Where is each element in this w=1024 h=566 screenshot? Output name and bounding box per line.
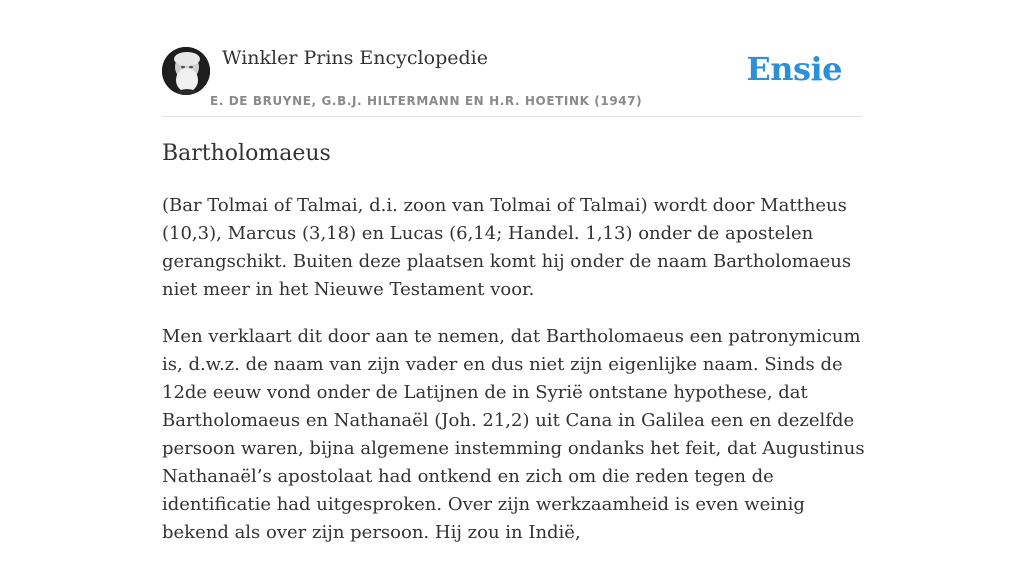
- brand-logo[interactable]: Ensie: [746, 50, 842, 88]
- article-body: [162, 192, 872, 566]
- page-container: [162, 0, 865, 543]
- author-avatar[interactable]: [162, 47, 210, 95]
- article-paragraph: (Bar Tolmai of Talmai, d.i. zoon van Tolmai of Talmai) wordt door Mattheus (10,3), Marcus (3,18) en Lucas (6,14; Handel. 1,13) onder de apostelen gerangschikt. Buiten deze plaatsen komt hij onder de naam Bartholomaeus niet meer in het Nieuwe Testament voor.: [162, 195, 852, 300]
- publication-authors: E. DE BRUYNE, G.B.J. HILTERMANN EN H.R. HOETINK (1947): [210, 94, 643, 108]
- portrait-image: [162, 47, 210, 95]
- publication-title[interactable]: Winkler Prins Encyclopedie: [222, 47, 488, 69]
- publication-header: [162, 0, 862, 117]
- article-title: Bartholomaeus: [162, 141, 331, 166]
- article-paragraph: Men verklaart dit door aan te nemen, dat Bartholomaeus een patronymicum is, d.w.z. de naam van zijn vader en dus niet zijn eigenlijke naam. Sinds de 12de eeuw vond onder de Latijnen de in Syrië ontstane hypothese, dat Bartholomaeus en Nathanaël (Joh. 21,2) uit Cana in Galilea een en dezelfde persoon waren, bijna algemene instemming ondanks het feit, dat Augustinus Nathanaël’s apostolaat had ontkend en zich om die reden tegen de identificatie had uitgesproken. Over zijn werkzaamheid is even weinig bekend als over zijn persoon. Hij zou in Indië,: [162, 326, 865, 543]
